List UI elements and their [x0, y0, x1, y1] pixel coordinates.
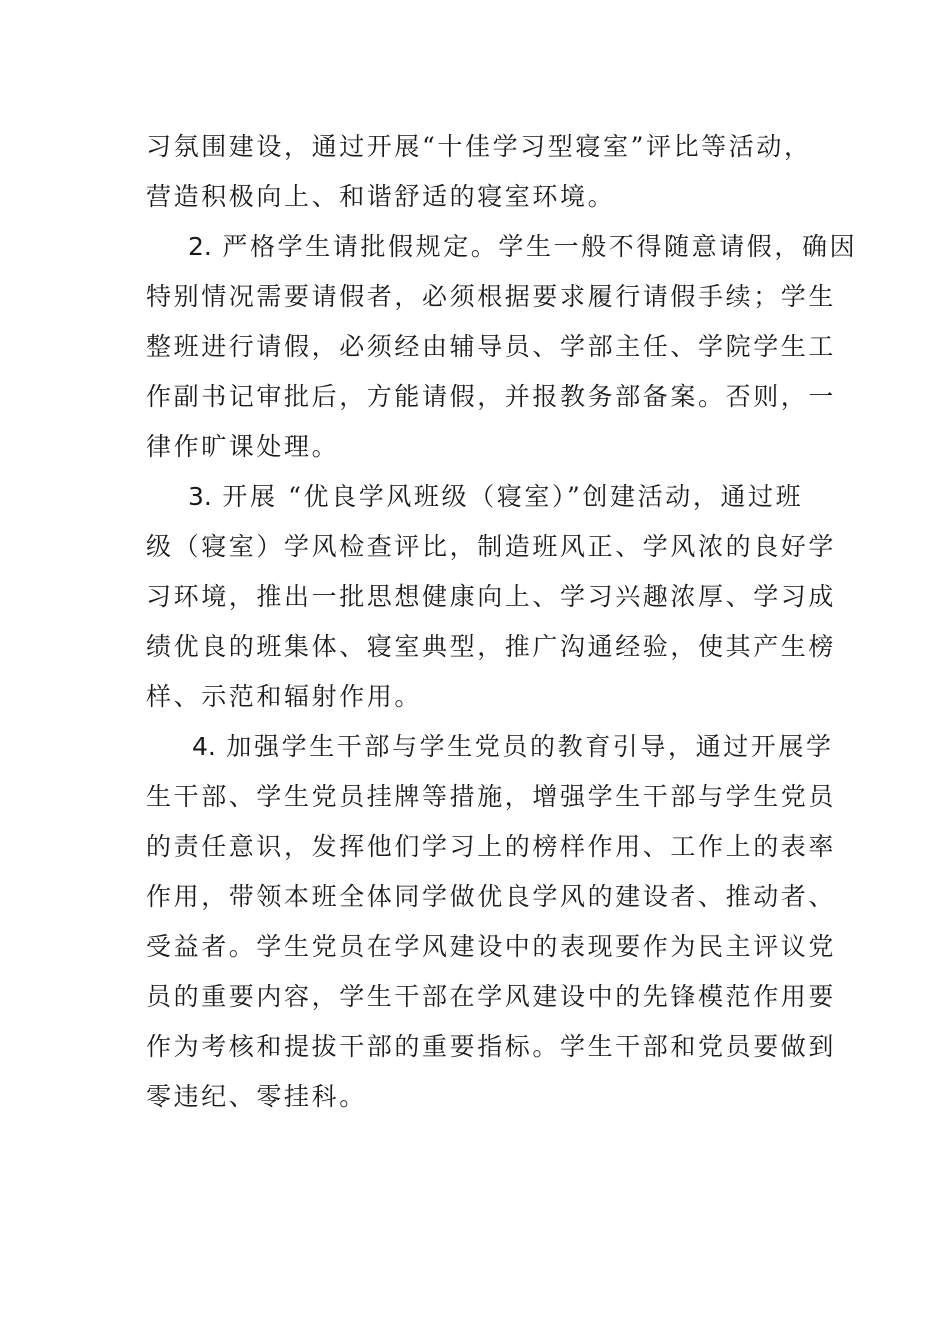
item-number: 2. — [188, 232, 212, 261]
text-line: 开展 “优良学风班级（寝室）”创建活动，通过班 — [222, 482, 804, 511]
text-line: 员的重要内容，学生干部在学风建设中的先锋模范作用要 — [146, 982, 837, 1011]
text-line: 特别情况需要请假者，必须根据要求履行请假手续；学生 — [146, 282, 837, 311]
text-line: 严格学生请批假规定。学生一般不得随意请假，确因 — [222, 232, 858, 261]
text-line: 生干部、学生党员挂牌等措施，增强学生干部与学生党员 — [146, 782, 837, 811]
text-line: 零违纪、零挂科。 — [146, 1082, 367, 1111]
text-line: 绩优良的班集体、寝室典型，推广沟通经验，使其产生榜 — [146, 632, 837, 661]
text-line: 受益者。学生党员在学风建设中的表现要作为民主评议党 — [146, 932, 837, 961]
text-line: 习氛围建设，通过开展“十佳学习型寝室”评比等活动， — [146, 132, 812, 161]
text-line: 营造积极向上、和谐舒适的寝室环境。 — [146, 182, 616, 211]
text-line: 样、示范和辐射作用。 — [146, 682, 423, 711]
paragraph-first-line — [188, 232, 857, 262]
text-line: 加强学生干部与学生党员的教育引导，通过开展学 — [226, 732, 834, 761]
text-line: 的责任意识，发挥他们学习上的榜样作用、工作上的表率 — [146, 832, 837, 861]
paragraph-first-line — [192, 732, 834, 762]
text-line: 习环境，推出一批思想健康向上、学习兴趣浓厚、学习成 — [146, 582, 837, 611]
text-line: 律作旷课处理。 — [146, 432, 340, 461]
text-line: 级（寝室）学风检查评比，制造班风正、学风浓的良好学 — [146, 532, 837, 561]
text-line: 作为考核和提拔干部的重要指标。学生干部和党员要做到 — [146, 1032, 837, 1061]
paragraph-first-line — [188, 482, 803, 512]
text-line: 作用，带领本班全体同学做优良学风的建设者、推动者、 — [146, 882, 837, 911]
item-number: 3. — [188, 482, 212, 511]
text-line: 作副书记审批后，方能请假，并报教务部备案。否则，一 — [146, 382, 837, 411]
item-number: 4. — [192, 732, 216, 761]
text-line: 整班进行请假，必须经由辅导员、学部主任、学院学生工 — [146, 332, 837, 361]
